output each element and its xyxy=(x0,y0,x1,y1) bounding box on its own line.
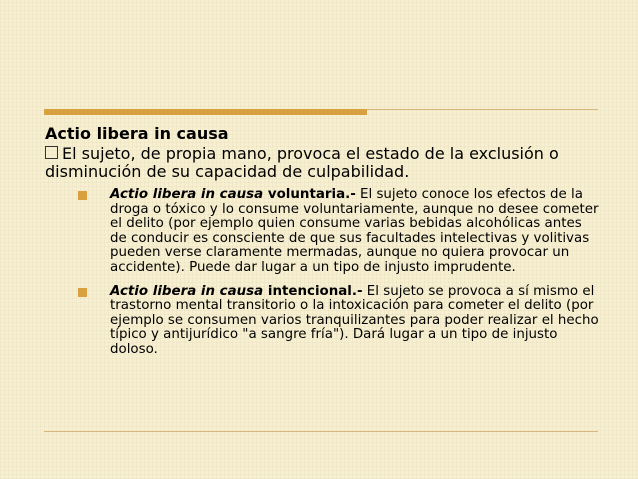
top-accent-bar xyxy=(44,109,367,115)
item-text: El sujeto conoce los efectos de la droga o tóxico y lo consume voluntariamente, aunque no desee cometer el delito (por ejemplo quien consume varias bebidas alcohólicas antes de conducir es consciente de que sus facultades intelectivas y volitivas pueden verse claramente mermadas, aunque no quiera provocar un accidente). Puede dar lugar a un tipo de injusto imprudente. xyxy=(110,187,599,275)
list-item-intencional xyxy=(78,285,600,358)
item-term: Actio libera in causa xyxy=(110,187,264,202)
list-item-voluntaria xyxy=(78,188,600,276)
filled-square-icon xyxy=(78,288,87,297)
intro-text: El sujeto, de propia mano, provoca el estado de la exclusión o disminución de su capacidad de culpabilidad. xyxy=(45,144,559,181)
item-term: Actio libera in causa xyxy=(110,283,264,299)
filled-square-icon xyxy=(78,191,87,200)
item-kind: voluntaria.- xyxy=(263,187,356,202)
bottom-divider xyxy=(44,431,598,432)
hollow-square-icon xyxy=(45,146,58,159)
item-kind: intencional.- xyxy=(263,283,363,299)
intro-paragraph xyxy=(45,145,600,181)
sub-bullet-list xyxy=(78,188,600,367)
item-text: El sujeto se provoca a sí mismo el trastorno mental transitorio o la intoxicación para cometer el delito (por ejemplo se consumen varios tranquilizantes para poder realizar el hecho típico y antijurídico "a sangre fría"). Dará lugar a un tipo de injusto doloso. xyxy=(110,283,599,357)
slide-heading: Actio libera in causa xyxy=(45,124,229,143)
